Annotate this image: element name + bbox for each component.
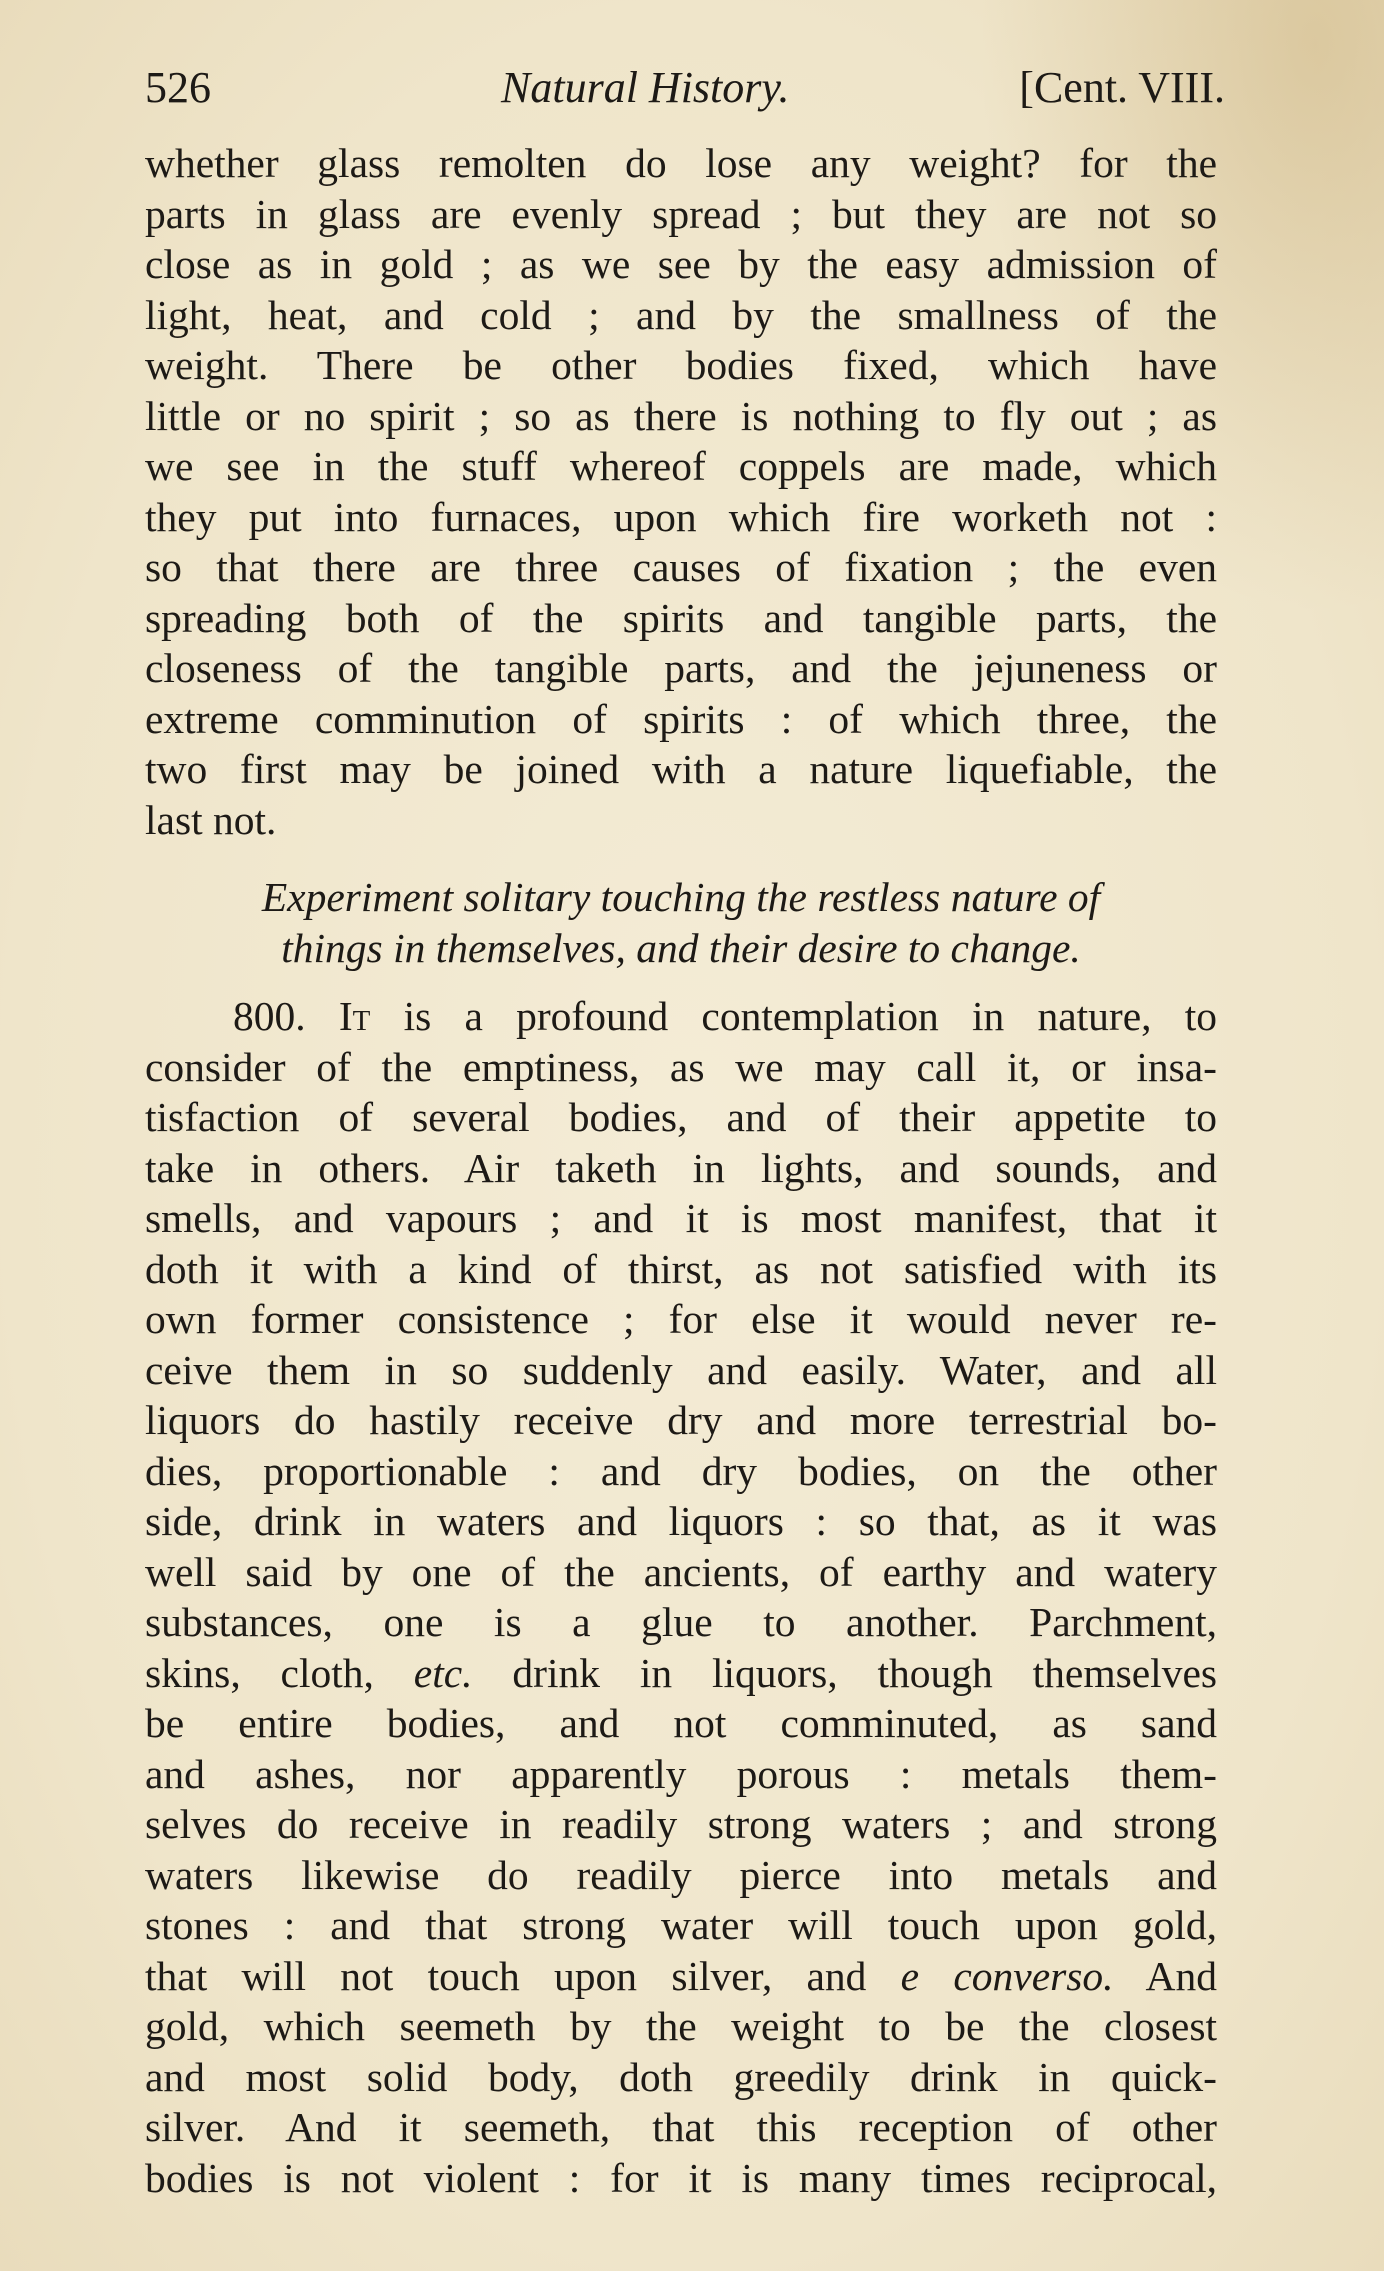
text-segment: drink in liquors, though themselves	[512, 1649, 1218, 1696]
text-line: we see in the stuff whereof coppels are made, which	[145, 443, 1217, 489]
text-line: substances, one is a glue to another. Parchment,	[145, 1599, 1217, 1645]
text-line: silver. And it seemeth, that this reception of other	[145, 2104, 1217, 2150]
text-line: gold, which seemeth by the weight to be the closest	[145, 2003, 1217, 2049]
text-line: last not.	[145, 796, 277, 843]
text-line: stones : and that strong water will touch upon gold,	[145, 1902, 1217, 1948]
text-line: waters likewise do readily pierce into metals and	[145, 1851, 1217, 1898]
text-line: doth it with a kind of thirst, as not satisfied with its	[145, 1245, 1217, 1292]
text-line: little or no spirit ; so as there is nothing to fly out ; as	[145, 392, 1217, 439]
text-line: consider of the emptiness, as we may call it, or insa-	[145, 1043, 1217, 1090]
paragraph-continued	[145, 138, 1217, 845]
century-label: [Cent. VIII.	[1019, 63, 1225, 112]
text-line: weight. There be other bodies fixed, which have	[145, 342, 1217, 388]
text-line: well said by one of the ancients, of earthy and watery	[145, 1548, 1217, 1595]
text-line: light, heat, and cold ; and by the smallness of the	[145, 291, 1217, 338]
text-segment: that will not touch upon silver, and	[145, 1952, 867, 1999]
text-line: take in others. Air taketh in lights, and sounds, and	[145, 1144, 1217, 1191]
text-segment: And	[1145, 1952, 1218, 1999]
text-line: side, drink in waters and liquors : so that, as it was	[145, 1498, 1217, 1544]
text-line: ceive them in so suddenly and easily. Water, and all	[145, 1346, 1217, 1393]
running-title: Natural History.	[501, 63, 790, 112]
first-line-rest: is a profound contemplation in nature, to	[403, 993, 1218, 1039]
text-line: tisfaction of several bodies, and of their appetite to	[145, 1094, 1217, 1140]
text-line: parts in glass are evenly spread ; but they are not so	[145, 190, 1217, 237]
text-line: extreme comminution of spirits : of which three, the	[145, 695, 1217, 742]
text-line: they put into furnaces, upon which fire worketh not :	[145, 493, 1217, 540]
text-line	[145, 1648, 1217, 1699]
text-line: closeness of the tangible parts, and the jejuneness or	[145, 645, 1217, 691]
text-line: own former consistence ; for else it would never re-	[145, 1296, 1217, 1342]
text-line: whether glass remolten do lose any weight? for the	[145, 140, 1217, 186]
text-line: be entire bodies, and not comminuted, as sand	[145, 1700, 1217, 1746]
text-line: and most solid body, doth greedily drink in quick-	[145, 2053, 1217, 2100]
text-line: smells, and vapours ; and it is most manifest, that it	[145, 1195, 1217, 1241]
text-line: close as in gold ; as we see by the easy admission of	[145, 241, 1217, 287]
paragraph-800	[145, 991, 1217, 2203]
text-line: spreading both of the spirits and tangible parts, the	[145, 594, 1217, 641]
text-line	[145, 1951, 1217, 2002]
page-number: 526	[145, 63, 211, 112]
italic-abbreviation: etc.	[413, 1649, 473, 1696]
text-line: liquors do hastily receive dry and more terrestrial bo-	[145, 1397, 1217, 1443]
heading-line: Experiment solitary touching the restless nature of	[261, 874, 1101, 920]
text-line: two first may be joined with a nature liquefiable, the	[145, 746, 1217, 792]
text-line: so that there are three causes of fixation ; the even	[145, 544, 1217, 590]
text-line: dies, proportionable : and dry bodies, on the other	[145, 1447, 1217, 1494]
italic-latin-phrase: e converso.	[900, 1952, 1114, 1999]
text-line: selves do receive in readily strong waters ; and strong	[145, 1801, 1217, 1847]
text-segment: skins, cloth,	[145, 1649, 374, 1696]
heading-line: things in themselves, and their desire to change.	[281, 924, 1081, 971]
text-line: bodies is not violent : for it is many times reciprocal,	[145, 2154, 1217, 2201]
running-header	[145, 62, 1225, 132]
body-text	[145, 138, 1217, 2203]
text-line: and ashes, nor apparently porous : metals them-	[145, 1750, 1217, 1797]
initial-word: It	[338, 993, 371, 1039]
paragraph-number: 800.	[233, 993, 306, 1039]
section-heading	[145, 872, 1217, 973]
text-line-first	[145, 991, 1217, 1042]
